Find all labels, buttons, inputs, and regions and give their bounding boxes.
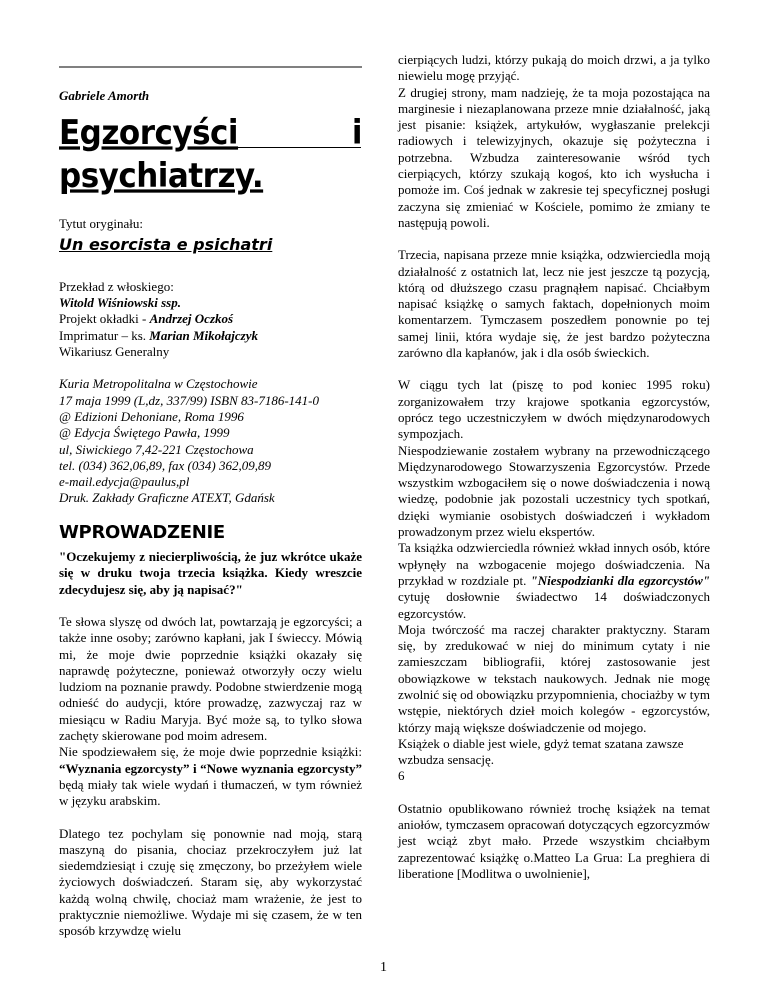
paragraph <box>59 744 362 809</box>
intro-quote: "Oczekujemy z niecierpliwością, że juz wkrótce ukaże się w druku twoja trzecia książka. Kiedy wreszcie zdecydujesz się, aby ją napisać?" <box>59 549 362 597</box>
left-column <box>59 66 362 940</box>
section-heading: WPROWADZENIE <box>59 521 225 543</box>
vicar-general: Wikariusz Generalny <box>59 344 170 360</box>
author-name: Gabriele Amorth <box>59 88 150 103</box>
book-title-part-2: psychiatrzy. <box>59 157 264 197</box>
book-title-part-1: Egzorcyści <box>59 114 239 154</box>
cover-label: Projekt okładki - <box>59 311 150 327</box>
publisher-line: e-mail.edycja@paulus,pl <box>59 474 190 490</box>
book-title-and: i <box>351 114 362 154</box>
translation-label: Przekład z włoskiego: <box>59 278 174 294</box>
paragraph-text: Nie spodziewałem się, że moje dwie poprzednie książki: <box>59 744 362 760</box>
publisher-line: tel. (034) 362,06,89, fax (034) 362,09,89 <box>59 457 271 473</box>
book-title-line-2 <box>59 157 362 197</box>
paragraph: W ciągu tych lat (piszę to pod koniec 1995 roku) zorganizowałem trzy krajowe spotkania egzorcystów, oprócz tego uczestniczyłem w dwóch międzynarodowych sympozjach. <box>398 377 710 442</box>
paragraph: Moja twórczość ma raczej charakter praktyczny. Staram się, by zredukować w niej do minimum cytaty i nie zamieszczam bibliografii, której zastosowanie jest obowiązkowe w tekstach naukowych. Jednak nie mogę zwolnić się od obowiązku przypomnienia, chociażby w tym wstępie, niektórych dzieł moich kolegów - egzorcystów, którzy mają większe doświadczenie od mojego. <box>398 621 710 735</box>
translator-name: Witold Wiśniowski ssp. <box>59 295 181 311</box>
imprimatur-label: Imprimatur – ks. <box>59 327 150 343</box>
book-title-line-1 <box>59 114 362 154</box>
paragraph: Z drugiej strony, mam nadzieję, że ta moja pozostająca na marginesie i niezaplanowana przeze mnie działalność, jaką jest pisanie: książek, artykułów, wygłaszanie prelekcji radiowych i telewizyjnych, okazuje się pożyteczna i potrzebna. Wzbudza zainteresowanie wśród tych cierpiących, którzy szukają kogoś, kto ich wysłucha i pomoże im. Coś jednak w zakresie tej specyficznej posługi zaczyna się zmieniać w Kościele, pomimo że zmiany te następują powoli. <box>398 84 710 230</box>
imprimatur-credit <box>59 328 362 344</box>
publisher-line: @ Edycja Świętego Pawła, 1999 <box>59 425 230 441</box>
paragraph: Niespodziewanie zostałem wybrany na przewodniczącego Międzynarodowego Stowarzyszenia Egzorcystów. Przede wszystkim wzbogaciłem się o nowe doświadczenia i nową wiedzę, podobnie jak pozostali uczestnicy tych spotkań, dzięki wymianie osobistych doświadczeń i wykładom prowadzonym przez wielu ekspertów. <box>398 442 710 540</box>
page-number: 1 <box>380 960 387 975</box>
publisher-line: Druk. Zakłady Graficzne ATEXT, Gdańsk <box>59 490 275 506</box>
publisher-line: @ Edizioni Dehoniane, Roma 1996 <box>59 408 244 424</box>
publisher-info <box>59 376 362 506</box>
credits <box>59 279 362 360</box>
original-title-label: Tytut oryginału: <box>59 216 143 232</box>
paragraph: Trzecia, napisana przeze mnie książka, odzwierciedla moją działalność z ostatnich lat, lecz nie jest jeszcze tą pozycją, którą od dłuższego czasu pragnąłem napisać. Chciałbym napisać książkę o samych faktach, dopełnionych moim komentarzem. Tymczasem poszedłem ponownie po tej samej linii, która wydaje się, że jest bardzo pożyteczna zarówno dla kapłanów, jak i dla osób świeckich. <box>398 247 710 361</box>
publisher-line: Kuria Metropolitalna w Częstochowie <box>59 376 258 392</box>
chapter-title: "Niespodzianki dla egzorcystów" <box>530 572 710 588</box>
paragraph <box>398 540 710 621</box>
paragraph: cierpiących ludzi, którzy pukają do moich drzwi, a ja tylko niewielu mogę przyjąć. <box>398 52 710 84</box>
publisher-line: ul, Siwickiego 7,42-221 Częstochowa <box>59 441 254 457</box>
cover-author: Andrzej Oczkoś <box>149 311 234 327</box>
strike-line <box>229 147 361 148</box>
paragraph-text: będą miały tak wiele wydań i tłumaczeń, w tym również w języku arabskim. <box>59 776 362 809</box>
paragraph-text: cytuję dosłownie świadectwo 14 doświadczonych egzorcystów. <box>398 589 710 621</box>
paragraph: Dlatego tez pochylam się ponownie nad moją, starą maszyną do pisania, chociaz przekroczyłem już lat siedemdziesiąt i czuję się zmęczony, bo przeżyłem wiele życiowych doświadczeń. Staram się, aby wykorzystać każdą wolną chwilę, chociaż mam wrażenie, że jest to praktycznie niemożliwe. Wydaje mi się czasem, że w ten sposób krzywdzę wielu <box>59 825 362 939</box>
paragraph: Te słowa slyszę od dwóch lat, powtarzają je egzorcyści; a także inne osoby; zarówno kapłani, jak I świeccy. Mówią mi, że moje dwie poprzednie książki okazały się naprawdę pożyteczne, ponieważ otworzyły oczy wielu ludziom na poznanie prawdy. Podobne stwierdzenie mogą odnieść do audycji, które prowadzę, zazwyczaj raz w miesiącu w Radiu Maryja. Być może są, to tylko słowa zachęty skierowane pod moim adresem. <box>59 613 362 744</box>
publisher-line: 17 maja 1999 (L,dz, 337/99) ISBN 83-7186-141-0 <box>59 392 319 408</box>
book-titles: “Wyznania egzorcysty” i “Nowe wyznania egzorcysty” <box>59 760 362 776</box>
right-column <box>398 52 710 882</box>
original-title: Un esorcista e psichatri <box>59 234 273 254</box>
footnote-number: 6 <box>398 768 405 784</box>
top-rule <box>59 66 362 68</box>
paragraph-text: Ta książka odzwierciedla również wkład innych osób, które wpłynęły na wzbogacenie mojego doświadczenia. Na przykład w rozdziale pt. <box>398 540 710 588</box>
imprimatur-name: Marian Mikołajczyk <box>149 327 258 343</box>
paragraph: Ostatnio opublikowano również trochę książek na temat aniołów, tymczasem opracowań dotyczących egzorcyzmów jest wciąż zbyt mało. Przede wszystkim chciałbym zaprezentować książkę o.Matteo La Grua: La preghiera di liberatione [Modlitwa o uwolnienie], <box>398 800 710 881</box>
paragraph: Książek o diable jest wiele, gdyż temat szatana zawsze wzbudza sensację. <box>398 735 684 768</box>
cover-credit <box>59 311 362 327</box>
